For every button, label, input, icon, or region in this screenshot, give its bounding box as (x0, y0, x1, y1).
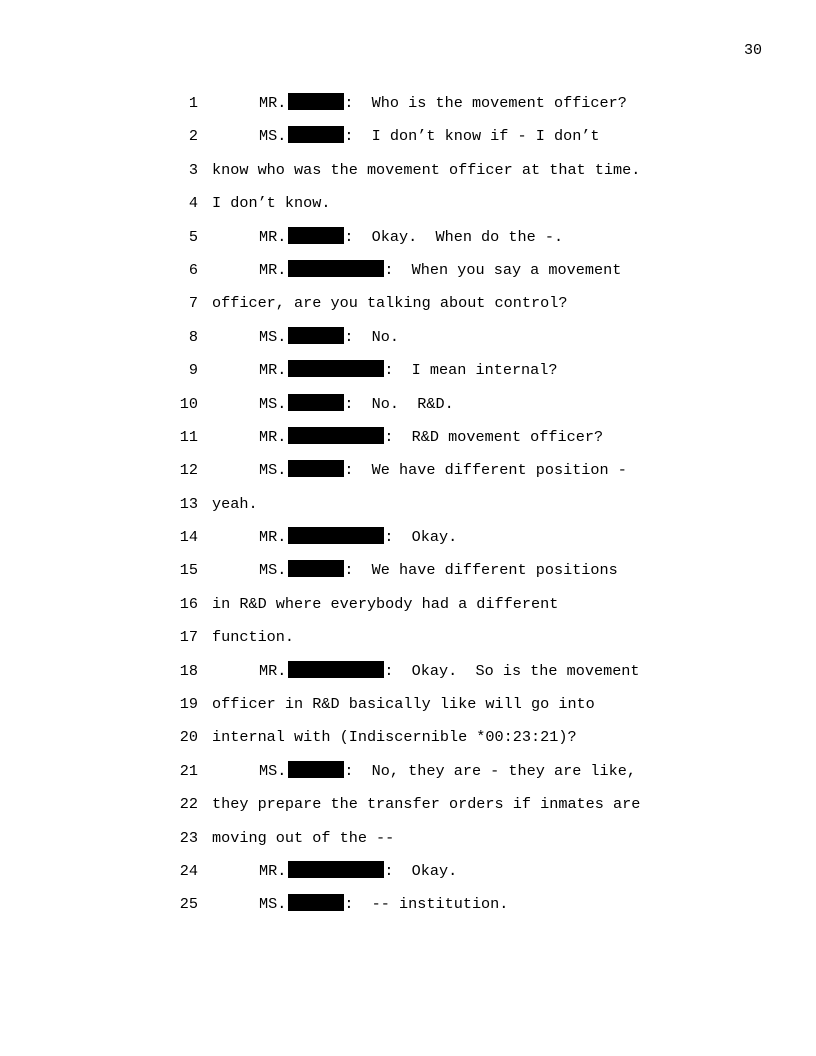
line-number: 1 (188, 94, 198, 112)
speech-text: : Okay. (384, 528, 458, 547)
speaker-title: MR. (259, 528, 287, 547)
speaker-line (259, 894, 508, 914)
transcript-line (0, 360, 816, 393)
speech-text: : No. (344, 327, 400, 346)
continuation-text (212, 794, 640, 814)
transcript-line (0, 828, 816, 861)
speaker-line (259, 527, 457, 547)
continuation-text (212, 494, 258, 514)
speech-text: internal with (Indiscernible *00:23:21)? (212, 728, 577, 747)
line-number: 7 (188, 294, 198, 313)
continuation-text (212, 160, 640, 180)
speaker-line (259, 761, 636, 781)
continuation-text (212, 694, 595, 714)
redacted-name (288, 527, 384, 544)
transcript-line (0, 694, 816, 727)
speaker-line (259, 394, 454, 414)
line-number: 19 (179, 695, 198, 714)
continuation-text (212, 193, 330, 213)
line-number: 21 (179, 761, 198, 780)
speaker-line (259, 360, 558, 380)
speech-text: officer in R&D basically like will go into (212, 695, 595, 714)
transcript-line (0, 794, 816, 827)
line-number: 9 (188, 361, 198, 380)
speech-text: : We have different positions (344, 561, 618, 580)
continuation-text (212, 594, 558, 614)
line-number: 10 (179, 394, 198, 413)
redacted-name (288, 894, 344, 911)
speech-text: : I don’t know if - I don’t (344, 127, 600, 146)
speech-text: : No, they are - they are like, (344, 761, 636, 780)
transcript-line (0, 861, 816, 894)
redacted-name (288, 327, 344, 344)
line-number: 12 (179, 461, 198, 480)
line-number: 17 (179, 628, 198, 647)
speaker-line (259, 227, 563, 247)
line-number: 6 (188, 260, 198, 279)
transcript-line (0, 327, 816, 360)
line-number: 2 (188, 127, 198, 146)
speech-text: know who was the movement officer at that time. (212, 160, 641, 179)
speech-text: in R&D where everybody had a different (212, 594, 559, 613)
transcript-line (0, 293, 816, 326)
transcript-line (0, 560, 816, 593)
transcript-line (0, 160, 816, 193)
line-number: 5 (188, 227, 198, 246)
transcript-line (0, 126, 816, 159)
transcript-line (0, 527, 816, 560)
speaker-title: MS. (259, 127, 287, 146)
page-number: 30 (743, 42, 762, 59)
line-number: 14 (179, 528, 198, 547)
speech-text: : Okay. So is the movement (384, 661, 640, 680)
line-number: 25 (179, 895, 198, 914)
transcript-body (0, 93, 816, 928)
speech-text: officer, are you talking about control? (212, 294, 568, 313)
line-number: 13 (179, 494, 198, 513)
continuation-text (212, 293, 567, 313)
line-number: 23 (179, 828, 198, 847)
line-number: 18 (179, 661, 198, 680)
redacted-name (288, 560, 344, 577)
redacted-name (288, 861, 384, 878)
transcript-line (0, 594, 816, 627)
speaker-line (259, 427, 603, 447)
speaker-line (259, 93, 627, 113)
speech-text: function. (212, 628, 295, 647)
redacted-name (288, 93, 344, 110)
redacted-name (288, 394, 344, 411)
speech-text: : -- institution. (344, 895, 509, 914)
line-number: 11 (179, 427, 198, 446)
speaker-title: MR. (259, 361, 287, 380)
speaker-line (259, 460, 627, 480)
speaker-title: MS. (259, 761, 287, 780)
speaker-title: MR. (259, 227, 287, 246)
transcript-line (0, 627, 816, 660)
line-number: 22 (179, 795, 198, 814)
speaker-title: MR. (259, 260, 287, 279)
speech-text: I don’t know. (212, 194, 331, 213)
redacted-name (288, 227, 344, 244)
speech-text: : We have different position - (344, 461, 627, 480)
transcript-line (0, 661, 816, 694)
speech-text: : Okay. (384, 861, 458, 880)
redacted-name (288, 761, 344, 778)
transcript-line (0, 727, 816, 760)
speaker-line (259, 260, 621, 280)
speaker-title: MS. (259, 895, 287, 914)
transcript-line (0, 260, 816, 293)
speech-text: : R&D movement officer? (384, 427, 604, 446)
speech-text: : Who is the movement officer? (344, 94, 627, 112)
speech-text: : No. R&D. (344, 394, 454, 413)
transcript-line (0, 193, 816, 226)
transcript-line (0, 93, 816, 126)
speech-text: : When you say a movement (384, 260, 622, 279)
transcript-line (0, 460, 816, 493)
line-number: 3 (188, 160, 198, 179)
speech-text: yeah. (212, 494, 258, 513)
speaker-title: MS. (259, 327, 287, 346)
speaker-line (259, 327, 399, 347)
speech-text: they prepare the transfer orders if inmates are (212, 795, 641, 814)
speaker-line (259, 661, 640, 681)
line-number: 20 (179, 728, 198, 747)
redacted-name (288, 126, 344, 143)
transcript-line (0, 761, 816, 794)
speaker-title: MR. (259, 661, 287, 680)
transcript-line (0, 227, 816, 260)
continuation-text (212, 627, 294, 647)
speech-text: : I mean internal? (384, 361, 558, 380)
line-number: 8 (188, 327, 198, 346)
redacted-name (288, 427, 384, 444)
redacted-name (288, 260, 384, 277)
speaker-line (259, 126, 600, 146)
speaker-line (259, 560, 618, 580)
transcript-line (0, 427, 816, 460)
speaker-line (259, 861, 457, 881)
transcript-line (0, 494, 816, 527)
speaker-title: MS. (259, 561, 287, 580)
speech-text: moving out of the -- (212, 828, 395, 847)
line-number: 24 (179, 861, 198, 880)
speaker-title: MR. (259, 861, 287, 880)
redacted-name (288, 360, 384, 377)
line-number: 15 (179, 561, 198, 580)
speaker-title: MS. (259, 461, 287, 480)
speech-text: : Okay. When do the -. (344, 227, 564, 246)
line-number: 16 (179, 594, 198, 613)
redacted-name (288, 661, 384, 678)
transcript-line (0, 394, 816, 427)
redacted-name (288, 460, 344, 477)
transcript-line (0, 894, 816, 927)
continuation-text (212, 828, 394, 848)
speaker-title: MS. (259, 394, 287, 413)
continuation-text (212, 727, 577, 747)
speaker-title: MR. (259, 94, 287, 112)
line-number: 4 (188, 194, 198, 213)
speaker-title: MR. (259, 427, 287, 446)
